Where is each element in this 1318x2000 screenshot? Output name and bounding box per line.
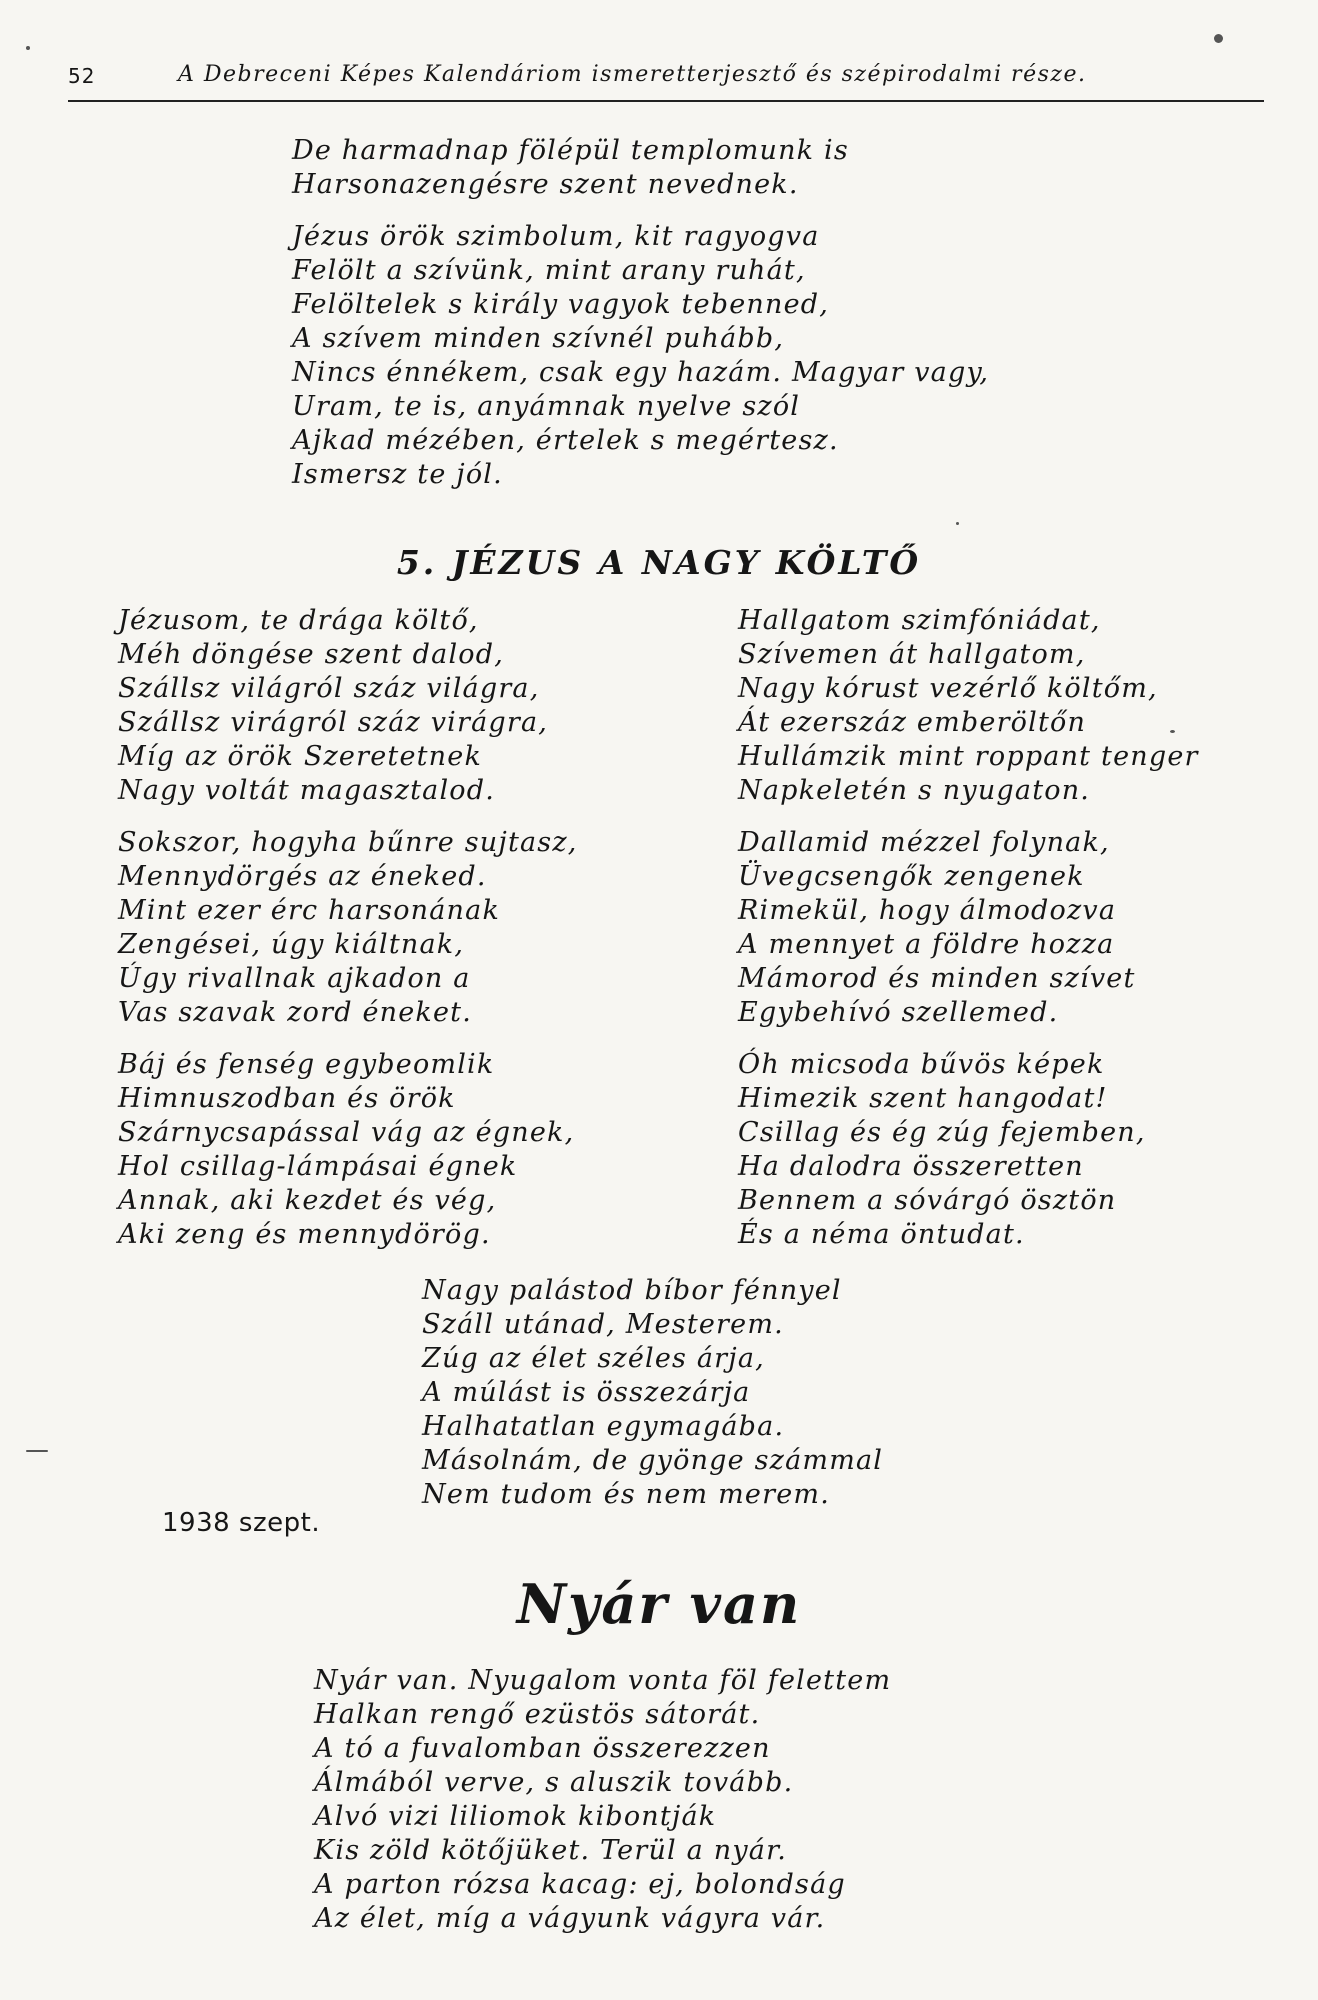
poem-line: Méh döngése szent dalod, bbox=[118, 639, 505, 670]
poem-line: Mámorod és minden szívet bbox=[738, 963, 1136, 994]
stanza bbox=[118, 1048, 578, 1252]
poem-line: Rimekül, hogy álmodozva bbox=[738, 895, 1117, 926]
poem-line: Mint ezer érc harsonának bbox=[118, 895, 501, 926]
poem-line: Himnuszodban és örök bbox=[118, 1083, 456, 1114]
poem-line: Nagy voltát magasztalod. bbox=[118, 775, 496, 806]
running-head: A Debreceni Képes Kalendáriom ismeretterjesztő és szépirodalmi része. bbox=[178, 62, 1087, 87]
stanza bbox=[118, 826, 578, 1030]
poem-final-stanza bbox=[422, 1274, 883, 1512]
poem-line: Alvó vizi liliomok kibontják bbox=[314, 1801, 717, 1832]
scan-speck bbox=[26, 1450, 48, 1452]
poem-line: Nem tudom és nem merem. bbox=[422, 1479, 830, 1510]
poem-right-column bbox=[738, 604, 1199, 1270]
poem-line: A szívem minden szívnél puhább, bbox=[292, 323, 785, 354]
poem-line: Az élet, míg a vágyunk vágyra vár. bbox=[314, 1903, 826, 1934]
page-header bbox=[68, 60, 1264, 102]
poem-title-nyar-van: Nyár van bbox=[516, 1572, 802, 1636]
stanza bbox=[738, 604, 1199, 808]
poem-line: Át ezerszáz emberöltőn bbox=[738, 707, 1087, 738]
poem-line: Mennydörgés az éneked. bbox=[118, 861, 487, 892]
poem-line: Kis zöld kötőjüket. Terül a nyár. bbox=[314, 1835, 788, 1866]
poem-line: Úgy rivallnak ajkadon a bbox=[118, 963, 471, 994]
poem-line: Aki zeng és mennydörög. bbox=[118, 1219, 491, 1250]
poem-line: Sokszor, hogyha bűnre sujtasz, bbox=[118, 827, 578, 858]
poem-line: De harmadnap fölépül templomunk is bbox=[292, 135, 849, 166]
poem-line: Álmából verve, s aluszik tovább. bbox=[314, 1767, 794, 1798]
scan-speck bbox=[26, 46, 30, 50]
stanza bbox=[292, 220, 989, 492]
poem-line: Másolnám, de gyönge számmal bbox=[422, 1445, 884, 1476]
poem-line: Zúg az élet széles árja, bbox=[422, 1343, 765, 1374]
poem-line: A mennyet a földre hozza bbox=[738, 929, 1115, 960]
poem-line: És a néma öntudat. bbox=[738, 1219, 1025, 1250]
poem-line: Uram, te is, anyámnak nyelve szól bbox=[292, 391, 801, 422]
poem-line: Zengései, úgy kiáltnak, bbox=[118, 929, 465, 960]
poem-line: Halkan rengő ezüstös sátorát. bbox=[314, 1699, 761, 1730]
page-number: 52 bbox=[68, 64, 96, 88]
poem-line: Jézusom, te drága költő, bbox=[118, 605, 479, 636]
stanza bbox=[738, 1048, 1199, 1252]
poem-line: Szállsz virágról száz virágra, bbox=[118, 707, 549, 738]
poem-line: Hallgatom szimfóniádat, bbox=[738, 605, 1101, 636]
poem-line: A múlást is összezárja bbox=[422, 1377, 751, 1408]
poem-line: Vas szavak zord éneket. bbox=[118, 997, 472, 1028]
poem-line: Egybehívó szellemed. bbox=[738, 997, 1059, 1028]
poem-line: Annak, aki kezdet és vég, bbox=[118, 1185, 497, 1216]
scan-speck bbox=[1214, 34, 1223, 43]
poem-line: Harsonazengésre szent nevednek. bbox=[292, 169, 799, 200]
poem-left-column bbox=[118, 604, 578, 1270]
poem-line: Hullámzik mint roppant tenger bbox=[738, 741, 1199, 772]
poem-line: Száll utánad, Mesterem. bbox=[422, 1309, 784, 1340]
poem-line: Nagy kórust vezérlő költőm, bbox=[738, 673, 1158, 704]
poem-title: 5. JÉZUS A NAGY KÖLTŐ bbox=[396, 543, 922, 582]
poem-line: Himezik szent hangodat! bbox=[738, 1083, 1108, 1114]
poem-line: Felölt a szívünk, mint arany ruhát, bbox=[292, 255, 806, 286]
scan-speck bbox=[1170, 730, 1175, 733]
poem-nyar-van bbox=[314, 1664, 891, 1936]
scan-speck bbox=[956, 522, 959, 525]
poem-line: Míg az örök Szeretetnek bbox=[118, 741, 483, 772]
poem-line: Dallamid mézzel folynak, bbox=[738, 827, 1110, 858]
poem-line: Báj és fenség egybeomlik bbox=[118, 1049, 495, 1080]
stanza bbox=[738, 826, 1199, 1030]
poem-line: Szárnycsapással vág az égnek, bbox=[118, 1117, 575, 1148]
poem-line: A parton rózsa kacag: ej, bolondság bbox=[314, 1869, 846, 1900]
poem-line: Ajkad mézében, értelek s megértesz. bbox=[292, 425, 839, 456]
poem-line: Szállsz világról száz világra, bbox=[118, 673, 540, 704]
stanza bbox=[292, 134, 989, 202]
poem-line: Felöltelek s király vagyok tebenned, bbox=[292, 289, 830, 320]
poem-line: Csillag és ég zúg fejemben, bbox=[738, 1117, 1146, 1148]
poem-line: Nincs énnékem, csak egy hazám. Magyar vagy, bbox=[292, 357, 990, 388]
continued-poem bbox=[292, 134, 989, 510]
poem-line: Jézus örök szimbolum, kit ragyogva bbox=[292, 221, 820, 252]
poem-line: Napkeletén s nyugaton. bbox=[738, 775, 1091, 806]
poem-line: Halhatatlan egymagába. bbox=[422, 1411, 785, 1442]
poem-date: 1938 szept. bbox=[162, 1508, 321, 1538]
poem-line: Ha dalodra összeretten bbox=[738, 1151, 1084, 1182]
poem-line: Ismersz te jól. bbox=[292, 459, 503, 490]
poem-line: Hol csillag-lámpásai égnek bbox=[118, 1151, 518, 1182]
poem-line: Szívemen át hallgatom, bbox=[738, 639, 1086, 670]
poem-line: Üvegcsengők zengenek bbox=[738, 861, 1085, 892]
poem-line: Óh micsoda bűvös képek bbox=[738, 1049, 1105, 1080]
poem-line: Nyár van. Nyugalom vonta föl felettem bbox=[314, 1665, 892, 1696]
poem-line: A tó a fuvalomban összerezzen bbox=[314, 1733, 771, 1764]
poem-line: Nagy palástod bíbor fénnyel bbox=[422, 1275, 842, 1306]
poem-line: Bennem a sóvárgó ösztön bbox=[738, 1185, 1117, 1216]
stanza bbox=[118, 604, 578, 808]
